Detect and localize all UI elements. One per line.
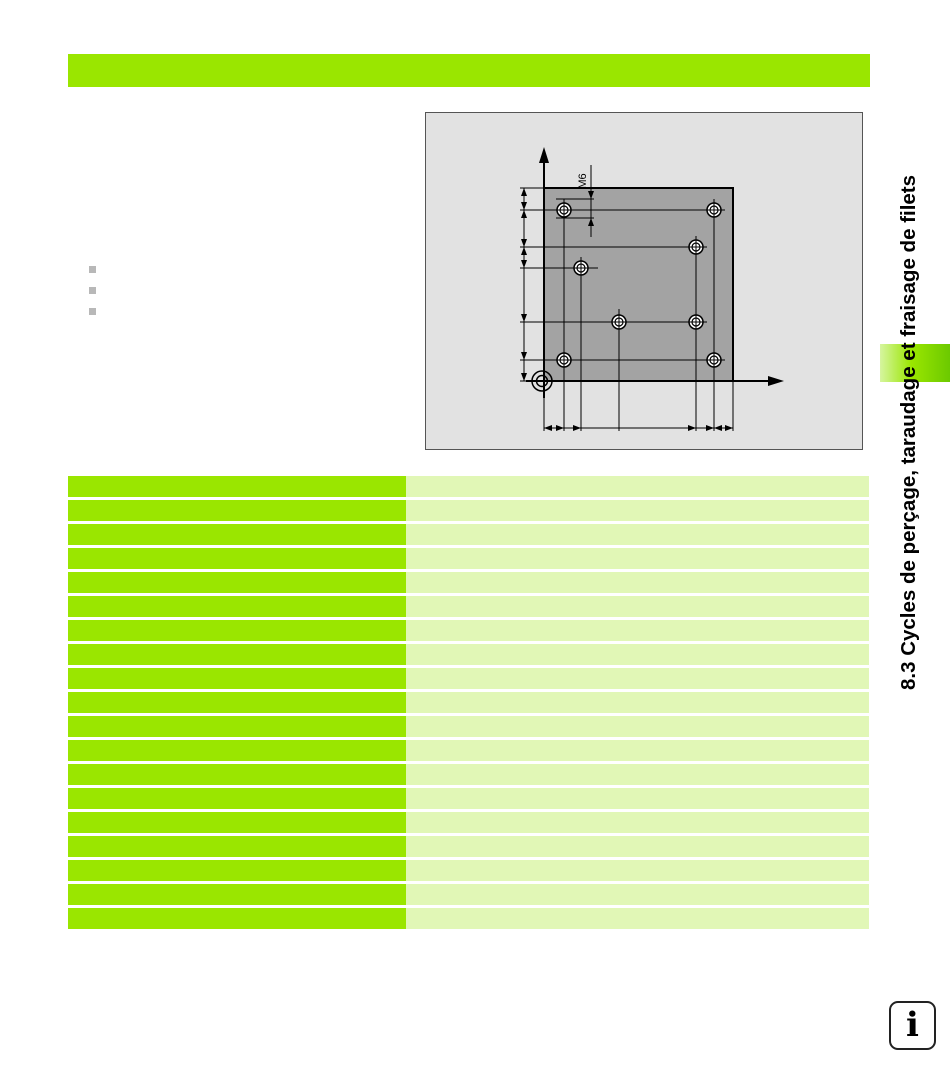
parameter-value-cell xyxy=(406,740,869,761)
table-row xyxy=(68,812,869,833)
table-row xyxy=(68,908,869,929)
parameter-label-cell xyxy=(68,668,406,689)
parameter-value-cell xyxy=(406,884,869,905)
chapter-title: 8.3 Cycles de perçage, taraudage et fraisage de filets xyxy=(897,174,920,690)
parameter-label-cell xyxy=(68,908,406,929)
parameter-label-cell xyxy=(68,476,406,497)
bullet-square-icon xyxy=(89,266,96,273)
table-row xyxy=(68,596,869,617)
parameter-value-cell xyxy=(406,764,869,785)
parameter-value-cell xyxy=(406,908,869,929)
table-row xyxy=(68,572,869,593)
parameter-label-cell xyxy=(68,716,406,737)
parameter-value-cell xyxy=(406,788,869,809)
parameter-value-cell xyxy=(406,860,869,881)
info-glyph: i xyxy=(906,1005,919,1045)
x-axis-arrow-icon xyxy=(768,376,784,386)
parameter-value-cell xyxy=(406,644,869,665)
parameter-label-cell xyxy=(68,500,406,521)
thread-size-label: M6 xyxy=(577,173,589,189)
parameter-value-cell xyxy=(406,476,869,497)
table-row xyxy=(68,860,869,881)
table-row xyxy=(68,524,869,545)
parameter-label-cell xyxy=(68,572,406,593)
parameter-label-cell xyxy=(68,548,406,569)
table-row xyxy=(68,476,869,497)
bullet-square-icon xyxy=(89,308,96,315)
table-row xyxy=(68,740,869,761)
parameter-label-cell xyxy=(68,596,406,617)
table-row xyxy=(68,692,869,713)
table-row xyxy=(68,644,869,665)
table-row xyxy=(68,884,869,905)
table-row xyxy=(68,668,869,689)
parameter-value-cell xyxy=(406,548,869,569)
parameter-label-cell xyxy=(68,884,406,905)
parameter-value-cell xyxy=(406,812,869,833)
parameter-label-cell xyxy=(68,692,406,713)
workpiece-plate xyxy=(544,188,733,381)
parameter-value-cell xyxy=(406,716,869,737)
parameter-value-cell xyxy=(406,500,869,521)
info-icon xyxy=(889,1001,936,1050)
parameter-label-cell xyxy=(68,788,406,809)
parameter-label-cell xyxy=(68,764,406,785)
header-bar xyxy=(68,54,870,87)
parameter-value-cell xyxy=(406,572,869,593)
parameter-label-cell xyxy=(68,524,406,545)
drilling-pattern-figure xyxy=(425,112,863,450)
table-row xyxy=(68,500,869,521)
parameter-label-cell xyxy=(68,812,406,833)
horizontal-dimension-chain xyxy=(544,425,733,431)
parameter-label-cell xyxy=(68,620,406,641)
parameter-value-cell xyxy=(406,596,869,617)
table-row xyxy=(68,716,869,737)
parameter-label-cell xyxy=(68,860,406,881)
parameter-label-cell xyxy=(68,644,406,665)
parameter-value-cell xyxy=(406,836,869,857)
parameter-value-cell xyxy=(406,668,869,689)
parameter-value-cell xyxy=(406,620,869,641)
bullet-square-icon xyxy=(89,287,96,294)
parameter-table xyxy=(68,476,869,932)
y-axis-arrow-icon xyxy=(539,147,549,163)
table-row xyxy=(68,788,869,809)
table-row xyxy=(68,764,869,785)
table-row xyxy=(68,548,869,569)
technical-drawing xyxy=(426,113,862,449)
parameter-value-cell xyxy=(406,524,869,545)
table-row xyxy=(68,620,869,641)
parameter-label-cell xyxy=(68,836,406,857)
table-row xyxy=(68,836,869,857)
vertical-dimension-chain xyxy=(521,188,527,381)
parameter-value-cell xyxy=(406,692,869,713)
bullet-list xyxy=(89,266,96,329)
parameter-label-cell xyxy=(68,740,406,761)
